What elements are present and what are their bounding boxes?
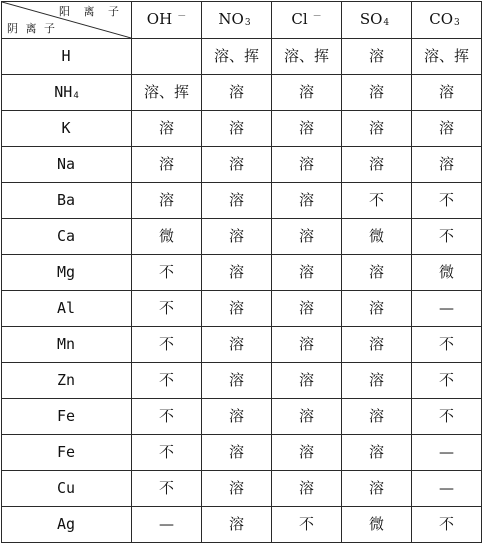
anion-charge: － xyxy=(312,12,322,22)
solubility-cell: 不 xyxy=(132,363,202,399)
cation-cell xyxy=(2,327,132,363)
solubility-cell: 不 xyxy=(412,507,482,543)
cation-label xyxy=(56,406,76,425)
cation-base: NH xyxy=(54,82,73,101)
cation-label xyxy=(54,82,79,101)
solubility-cell: 不 xyxy=(412,327,482,363)
solubility-cell: 溶 xyxy=(272,219,342,255)
solubility-cell: 溶 xyxy=(272,399,342,435)
solubility-cell: 溶 xyxy=(272,183,342,219)
solubility-cell: 溶 xyxy=(342,255,412,291)
cation-cell xyxy=(2,219,132,255)
cation-base: Na xyxy=(56,154,76,173)
anion-header-cell xyxy=(202,2,272,39)
table-row xyxy=(2,111,482,147)
anion-base: SO xyxy=(359,10,383,28)
solubility-cell: 溶 xyxy=(272,111,342,147)
solubility-cell: 微 xyxy=(412,255,482,291)
cation-cell xyxy=(2,471,132,507)
cation-label xyxy=(56,334,76,353)
solubility-cell: 溶 xyxy=(202,291,272,327)
cation-cell xyxy=(2,435,132,471)
anion-base: Cl xyxy=(291,10,308,28)
anion-subscript: 3 xyxy=(454,18,460,28)
solubility-cell: 不 xyxy=(412,363,482,399)
table-row xyxy=(2,399,482,435)
anion-header-cell xyxy=(272,2,342,39)
header-row xyxy=(2,2,482,39)
solubility-cell: 不 xyxy=(132,435,202,471)
solubility-cell: 溶、挥 xyxy=(412,39,482,75)
solubility-cell: 溶 xyxy=(342,471,412,507)
table-row xyxy=(2,291,482,327)
cation-label xyxy=(56,478,76,497)
cation-subscript: 4 xyxy=(73,90,79,101)
solubility-cell: 溶 xyxy=(202,399,272,435)
anion-label xyxy=(360,12,393,28)
cation-cell xyxy=(2,255,132,291)
anion-header-cell xyxy=(412,2,482,39)
table-row xyxy=(2,39,482,75)
corner-header-cell xyxy=(2,2,132,39)
solubility-cell: — xyxy=(412,435,482,471)
solubility-cell: 溶、挥 xyxy=(132,75,202,111)
table-row xyxy=(2,435,482,471)
table-row xyxy=(2,363,482,399)
solubility-cell: 溶 xyxy=(132,183,202,219)
anion-label xyxy=(429,12,464,28)
solubility-cell: 溶、挥 xyxy=(202,39,272,75)
solubility-cell: 溶 xyxy=(202,111,272,147)
solubility-cell: 不 xyxy=(412,399,482,435)
solubility-cell: 微 xyxy=(342,219,412,255)
cation-label xyxy=(56,298,76,317)
solubility-cell: 溶 xyxy=(202,507,272,543)
solubility-cell: 溶 xyxy=(202,255,272,291)
cation-label xyxy=(56,514,76,533)
solubility-cell: 不 xyxy=(272,507,342,543)
solubility-cell: 溶 xyxy=(202,75,272,111)
anion-base: OH xyxy=(146,10,173,28)
cation-cell xyxy=(2,291,132,327)
solubility-cell: 溶 xyxy=(272,435,342,471)
solubility-cell: 溶 xyxy=(272,471,342,507)
cation-base: Ca xyxy=(56,226,76,245)
table-row xyxy=(2,471,482,507)
corner-bottom-label: 阴 离 子 xyxy=(7,22,57,35)
table-row xyxy=(2,327,482,363)
cation-base: Zn xyxy=(56,370,76,389)
table-row xyxy=(2,147,482,183)
anion-label xyxy=(218,12,254,28)
anion-base: NO xyxy=(218,10,244,28)
solubility-cell: 溶 xyxy=(342,147,412,183)
table-row xyxy=(2,255,482,291)
solubility-cell: — xyxy=(132,507,202,543)
solubility-table xyxy=(1,1,482,543)
anion-label xyxy=(147,12,186,28)
solubility-cell: 微 xyxy=(132,219,202,255)
solubility-cell: 溶 xyxy=(202,435,272,471)
solubility-cell: 不 xyxy=(132,291,202,327)
solubility-cell: 不 xyxy=(412,183,482,219)
solubility-cell: 不 xyxy=(132,327,202,363)
solubility-cell: 不 xyxy=(132,471,202,507)
solubility-cell: 溶 xyxy=(272,327,342,363)
solubility-cell: 溶 xyxy=(342,327,412,363)
cation-label xyxy=(61,46,71,65)
anion-header-cell xyxy=(342,2,412,39)
cation-cell xyxy=(2,147,132,183)
solubility-cell: 不 xyxy=(132,399,202,435)
cation-base: Ag xyxy=(56,514,76,533)
cation-base: Cu xyxy=(56,478,76,497)
cation-cell xyxy=(2,111,132,147)
solubility-cell: 溶 xyxy=(202,147,272,183)
solubility-cell: 溶 xyxy=(272,363,342,399)
cation-label xyxy=(56,154,76,173)
cation-label xyxy=(56,262,76,281)
table-row xyxy=(2,183,482,219)
solubility-cell: — xyxy=(412,291,482,327)
cation-base: H xyxy=(61,46,71,65)
solubility-cell: 溶 xyxy=(342,39,412,75)
solubility-cell: 溶 xyxy=(412,147,482,183)
cation-base: K xyxy=(61,118,71,137)
anion-header-cell xyxy=(132,2,202,39)
solubility-cell: 溶 xyxy=(342,399,412,435)
cation-label xyxy=(56,442,76,461)
cation-cell xyxy=(2,363,132,399)
solubility-cell: 微 xyxy=(342,507,412,543)
solubility-cell: 溶、挥 xyxy=(272,39,342,75)
table-row xyxy=(2,219,482,255)
cation-cell xyxy=(2,399,132,435)
anion-subscript: 4 xyxy=(383,18,390,28)
solubility-cell: 溶 xyxy=(342,111,412,147)
solubility-cell: 溶 xyxy=(342,291,412,327)
solubility-cell: 溶 xyxy=(202,327,272,363)
cation-base: Ba xyxy=(56,190,76,209)
solubility-cell: 溶 xyxy=(132,111,202,147)
cation-label xyxy=(56,190,76,209)
anion-charge: － xyxy=(177,12,187,22)
solubility-cell: 溶 xyxy=(412,111,482,147)
solubility-cell: 溶 xyxy=(132,147,202,183)
cation-cell xyxy=(2,183,132,219)
solubility-cell: 溶 xyxy=(272,291,342,327)
cation-cell xyxy=(2,39,132,75)
table-body xyxy=(2,39,482,543)
solubility-cell: 溶 xyxy=(272,75,342,111)
anion-label xyxy=(291,12,321,28)
solubility-cell xyxy=(132,39,202,75)
solubility-cell: 不 xyxy=(342,183,412,219)
anion-base: CO xyxy=(429,10,454,28)
table-row xyxy=(2,507,482,543)
solubility-cell: — xyxy=(412,471,482,507)
corner-top-label: 阳 离 子 xyxy=(59,5,124,18)
solubility-cell: 溶 xyxy=(342,435,412,471)
cation-base: Al xyxy=(56,298,76,317)
solubility-cell: 溶 xyxy=(342,363,412,399)
solubility-cell: 溶 xyxy=(202,219,272,255)
solubility-cell: 溶 xyxy=(202,363,272,399)
solubility-cell: 溶 xyxy=(342,75,412,111)
cation-cell xyxy=(2,507,132,543)
anion-subscript: 3 xyxy=(244,18,251,28)
table-row xyxy=(2,75,482,111)
cation-base: Mg xyxy=(56,262,76,281)
solubility-cell: 溶 xyxy=(272,255,342,291)
cation-label xyxy=(56,370,76,389)
cation-base: Mn xyxy=(56,334,76,353)
cation-cell xyxy=(2,75,132,111)
cation-label xyxy=(61,118,71,137)
cation-base: Fe xyxy=(56,442,76,461)
solubility-cell: 溶 xyxy=(202,183,272,219)
solubility-cell: 不 xyxy=(132,255,202,291)
solubility-cell: 不 xyxy=(412,219,482,255)
solubility-cell: 溶 xyxy=(202,471,272,507)
solubility-cell: 溶 xyxy=(272,147,342,183)
cation-base: Fe xyxy=(56,406,76,425)
cation-label xyxy=(56,226,76,245)
solubility-cell: 溶 xyxy=(412,75,482,111)
